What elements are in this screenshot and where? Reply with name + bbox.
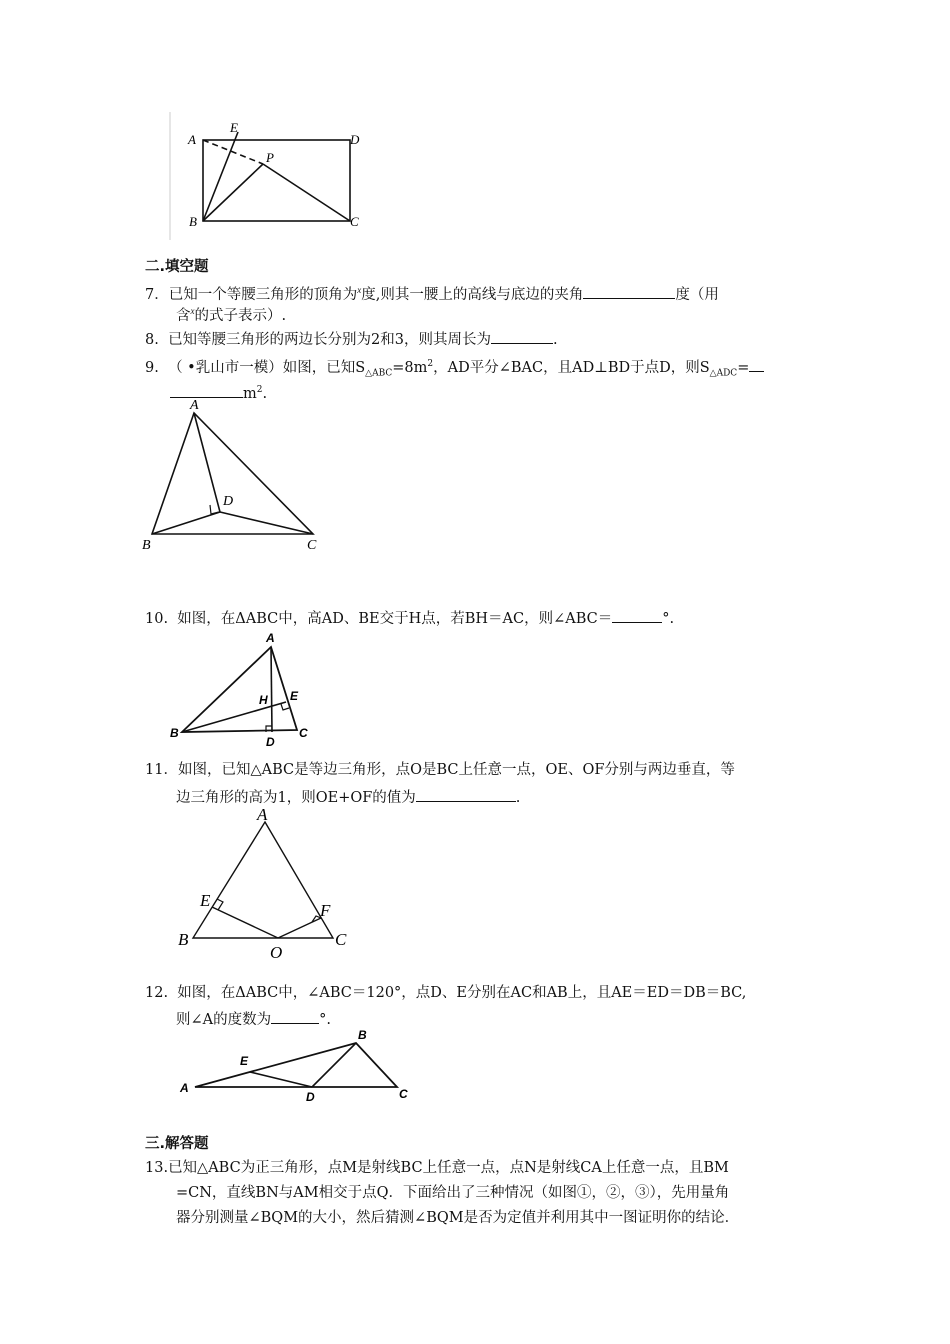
q9-text-4: =: [737, 359, 750, 376]
fig10-label-e: E: [290, 689, 299, 703]
q9-answer-blank-a[interactable]: [749, 356, 764, 372]
q10-answer-blank[interactable]: [612, 607, 662, 623]
q11-answer-blank[interactable]: [416, 786, 516, 802]
section-title-fill-blank: 二.填空题: [145, 259, 209, 275]
fig9-label-c: C: [307, 538, 317, 553]
figure-rectangle: [160, 112, 390, 240]
fig9-label-d: D: [223, 494, 234, 509]
fig11-label-o: O: [270, 943, 283, 960]
fig10-label-d: D: [266, 735, 275, 749]
fig9-label-a: A: [190, 398, 199, 413]
fig11-label-c: C: [335, 930, 347, 949]
q7-text-3: 度（用: [675, 286, 719, 303]
q9-sub-2: △ADC: [709, 368, 738, 379]
q7-var-1: x: [357, 285, 362, 295]
q12-line-1: 如图，在ΔABC中，∠ABC＝120°，点D、E分别在AC和AB上，且AE＝ED＝DB＝BC,: [177, 985, 747, 1001]
figure-q10: [165, 630, 325, 750]
question-13: [145, 1158, 729, 1178]
q7-text-1: 已知一个等腰三角形的顶角为: [168, 286, 358, 303]
fig10-label-h: H: [259, 693, 268, 707]
fig11-label-a: A: [257, 805, 268, 824]
q12-answer-blank[interactable]: [271, 1008, 319, 1024]
question-8: [145, 328, 558, 350]
q13-line-1: 已知△ABC为正三角形，点M是射线BC上任意一点，点N是射线CA上任意一点，且BM: [168, 1160, 729, 1176]
question-7-cont: [176, 301, 286, 326]
label-p: P: [266, 150, 274, 165]
fig11-label-b: B: [178, 930, 189, 949]
fig12-label-d: D: [306, 1090, 315, 1104]
fig12-label-c: C: [399, 1087, 408, 1101]
fig12-label-e: E: [240, 1054, 249, 1068]
fig10-label-b: B: [170, 726, 179, 740]
fig10-label-a: A: [266, 631, 275, 645]
q11-line-1: 如图，已知△ABC是等边三角形，点O是BC上任意一点，OE、OF分别与两边垂直，等: [177, 762, 735, 778]
q7-text-2: 度,则其一腰上的高线与底边的夹角: [361, 286, 584, 303]
label-c: C: [350, 214, 359, 229]
q8-answer-blank[interactable]: [491, 328, 553, 344]
label-d: D: [350, 132, 360, 147]
q7-answer-blank[interactable]: [583, 283, 675, 299]
q10-text: 如图，在ΔABC中，高AD、BE交于H点，若BH＝AC，则∠ABC＝: [177, 611, 613, 627]
q12-number: 12.: [145, 985, 169, 1001]
q9-sup-2: 2: [256, 385, 263, 395]
q11-line-2: 边三角形的高为1，则OE+OF的值为: [176, 790, 416, 806]
q8-end: .: [553, 332, 558, 348]
figure-q12: [170, 1025, 420, 1105]
q7-number: 7．: [145, 286, 169, 303]
q11-end: .: [515, 790, 521, 806]
question-10: [145, 607, 674, 629]
question-11: [145, 760, 735, 780]
label-b: B: [189, 214, 197, 229]
fig10-label-c: C: [299, 726, 308, 740]
fig11-label-e: E: [200, 891, 211, 910]
label-e: E: [230, 120, 238, 135]
question-12: [145, 983, 746, 1003]
q11-number: 11．: [145, 762, 178, 778]
fig9-label-b: B: [142, 538, 151, 553]
q13-number: 13.: [145, 1160, 169, 1176]
q10-number: 10.: [145, 611, 169, 627]
q9-text-1: （ •乳山市一模）如图，已知S: [168, 359, 366, 376]
q8-number: 8.: [145, 332, 159, 348]
q9-number: 9.: [145, 359, 159, 376]
figure-q11: [170, 800, 360, 960]
q9-text-2: =8m: [392, 359, 428, 376]
fig11-label-f: F: [320, 901, 331, 920]
section-title-answer: 三.解答题: [145, 1136, 209, 1152]
q9-unit: m: [243, 385, 257, 402]
figure-q9: [140, 395, 340, 555]
q9-sub-1: △ABC: [365, 368, 393, 379]
question-13-line3: 器分别测量∠BQM的大小，然后猜测∠BQM是否为定值并利用其中一图证明你的结论．: [176, 1210, 740, 1226]
q9-end: .: [262, 385, 268, 402]
label-a: A: [188, 132, 196, 147]
q9-text-3: ，AD平分∠BAC，且AD⊥BD于点D，则S: [433, 359, 710, 376]
q7-text-4: 含: [176, 307, 191, 324]
q7-var-2: x: [190, 306, 195, 316]
q8-text: 已知等腰三角形的两边长分别为2和3，则其周长为: [168, 332, 492, 348]
q7-text-5: 的式子表示）.: [194, 307, 287, 324]
q12-line-2: 则∠A的度数为: [176, 1012, 272, 1028]
fig12-label-b: B: [358, 1028, 367, 1042]
question-13-line2: =CN，直线BN与AM相交于点Q．下面给出了三种情况（如图①，②，③），先用量角: [176, 1185, 730, 1201]
fig12-label-a: A: [180, 1081, 189, 1095]
q9-sup-1: 2: [427, 359, 434, 369]
q10-end: °.: [662, 611, 675, 627]
q12-end: °.: [319, 1012, 331, 1028]
